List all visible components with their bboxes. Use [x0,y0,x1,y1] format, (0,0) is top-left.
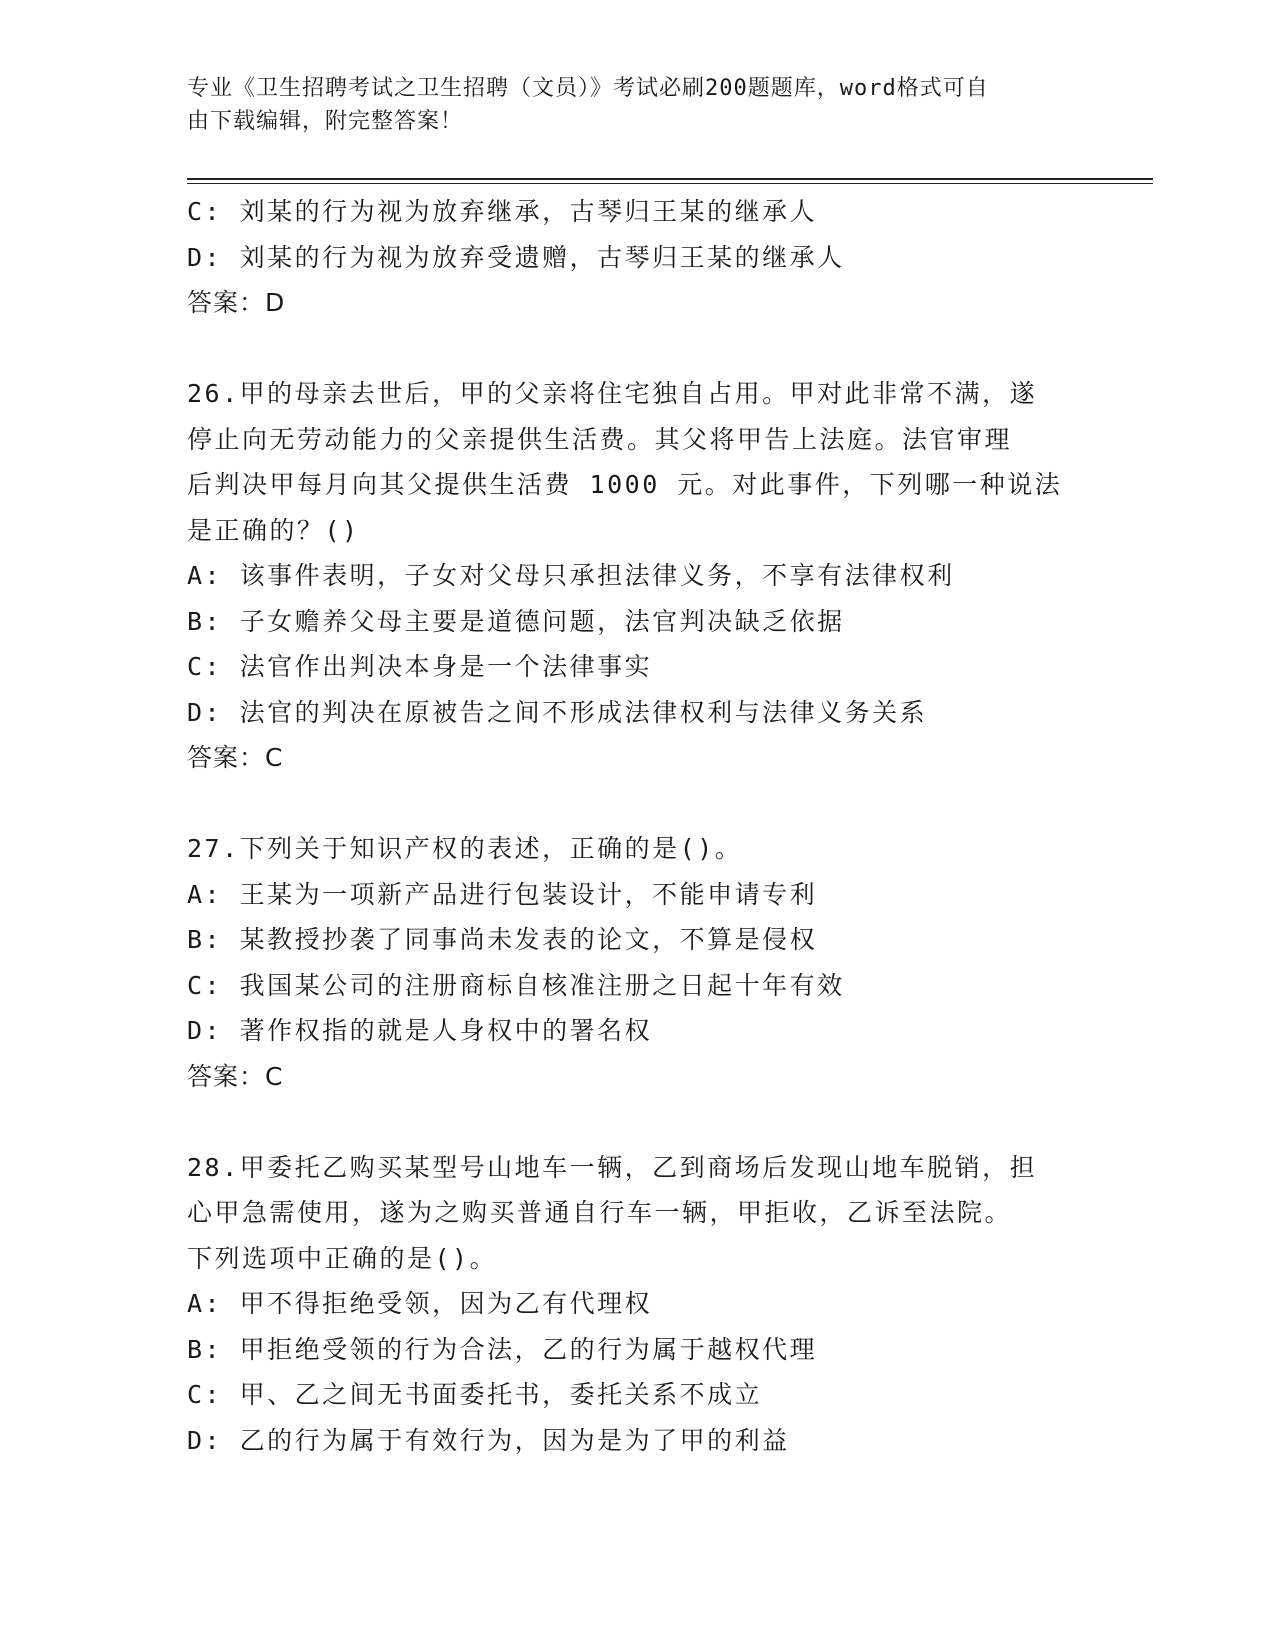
option-a: A: 甲不得拒绝受领，因为乙有代理权 [187,1289,653,1318]
option-d: D: 刘某的行为视为放弃受遗赠，古琴归王某的继承人 [187,242,845,272]
question-28 [187,1145,1087,1464]
question-stem-line: 下列选项中正确的是()。 [187,1243,498,1273]
question-stem-line: 停止向无劳动能力的父亲提供生活费。其父将甲告上法庭。法官审理 [187,424,1013,454]
question-list [187,189,1087,1463]
option-c: C: 法官作出判决本身是一个法律事实 [187,652,653,681]
option-b: B: 某教授抄袭了同事尚未发表的论文，不算是侵权 [187,925,818,954]
question-stem-line: 27.下列关于知识产权的表述，正确的是()。 [187,834,743,863]
question-stem-line: 心甲急需使用，遂为之购买普通自行车一辆，甲拒收，乙诉至法院。 [187,1198,1013,1227]
answer-line: 答案：C [187,743,284,772]
option-d: D: 乙的行为属于有效行为，因为是为了甲的利益 [187,1425,790,1455]
option-a: A: 王某为一项新产品进行包装设计，不能申请专利 [187,879,818,909]
option-d: D: 法官的判决在原被告之间不形成法律权利与法律义务关系 [187,697,928,727]
option-c: C: 刘某的行为视为放弃继承，古琴归王某的继承人 [187,197,818,226]
question-25-tail [187,189,1087,326]
question-stem-line: 26.甲的母亲去世后，甲的父亲将住宅独自占用。甲对此非常不满，遂 [187,379,1038,408]
option-d: D: 著作权指的就是人身权中的署名权 [187,1016,653,1045]
question-stem-line: 后判决甲每月向其父提供生活费 1000 元。对此事件，下列哪一种说法 [187,470,1063,499]
header-line-2: 由下载编辑，附完整答案！ [187,109,464,134]
question-stem-line: 28.甲委托乙购买某型号山地车一辆，乙到商场后发现山地车脱销，担 [187,1152,1038,1182]
document-header [187,72,1067,138]
header-divider-thick [187,178,1153,180]
header-line-1: 专业《卫生招聘考试之卫生招聘（文员）》考试必刷200题题库，word格式可自 [187,76,989,101]
option-a: A: 该事件表明，子女对父母只承担法律义务，不享有法律权利 [187,561,955,590]
question-27 [187,826,1087,1099]
option-b: B: 子女赡养父母主要是道德问题，法官判决缺乏依据 [187,606,845,636]
question-26 [187,371,1087,781]
option-c: C: 我国某公司的注册商标自核准注册之日起十年有效 [187,970,845,1000]
question-stem-line: 是正确的？() [187,515,360,545]
header-divider-thin [187,183,1153,184]
option-b: B: 甲拒绝受领的行为合法，乙的行为属于越权代理 [187,1334,818,1364]
option-c: C: 甲、乙之间无书面委托书，委托关系不成立 [187,1380,763,1409]
answer-line: 答案：D [187,288,286,317]
answer-line: 答案：C [187,1061,284,1091]
